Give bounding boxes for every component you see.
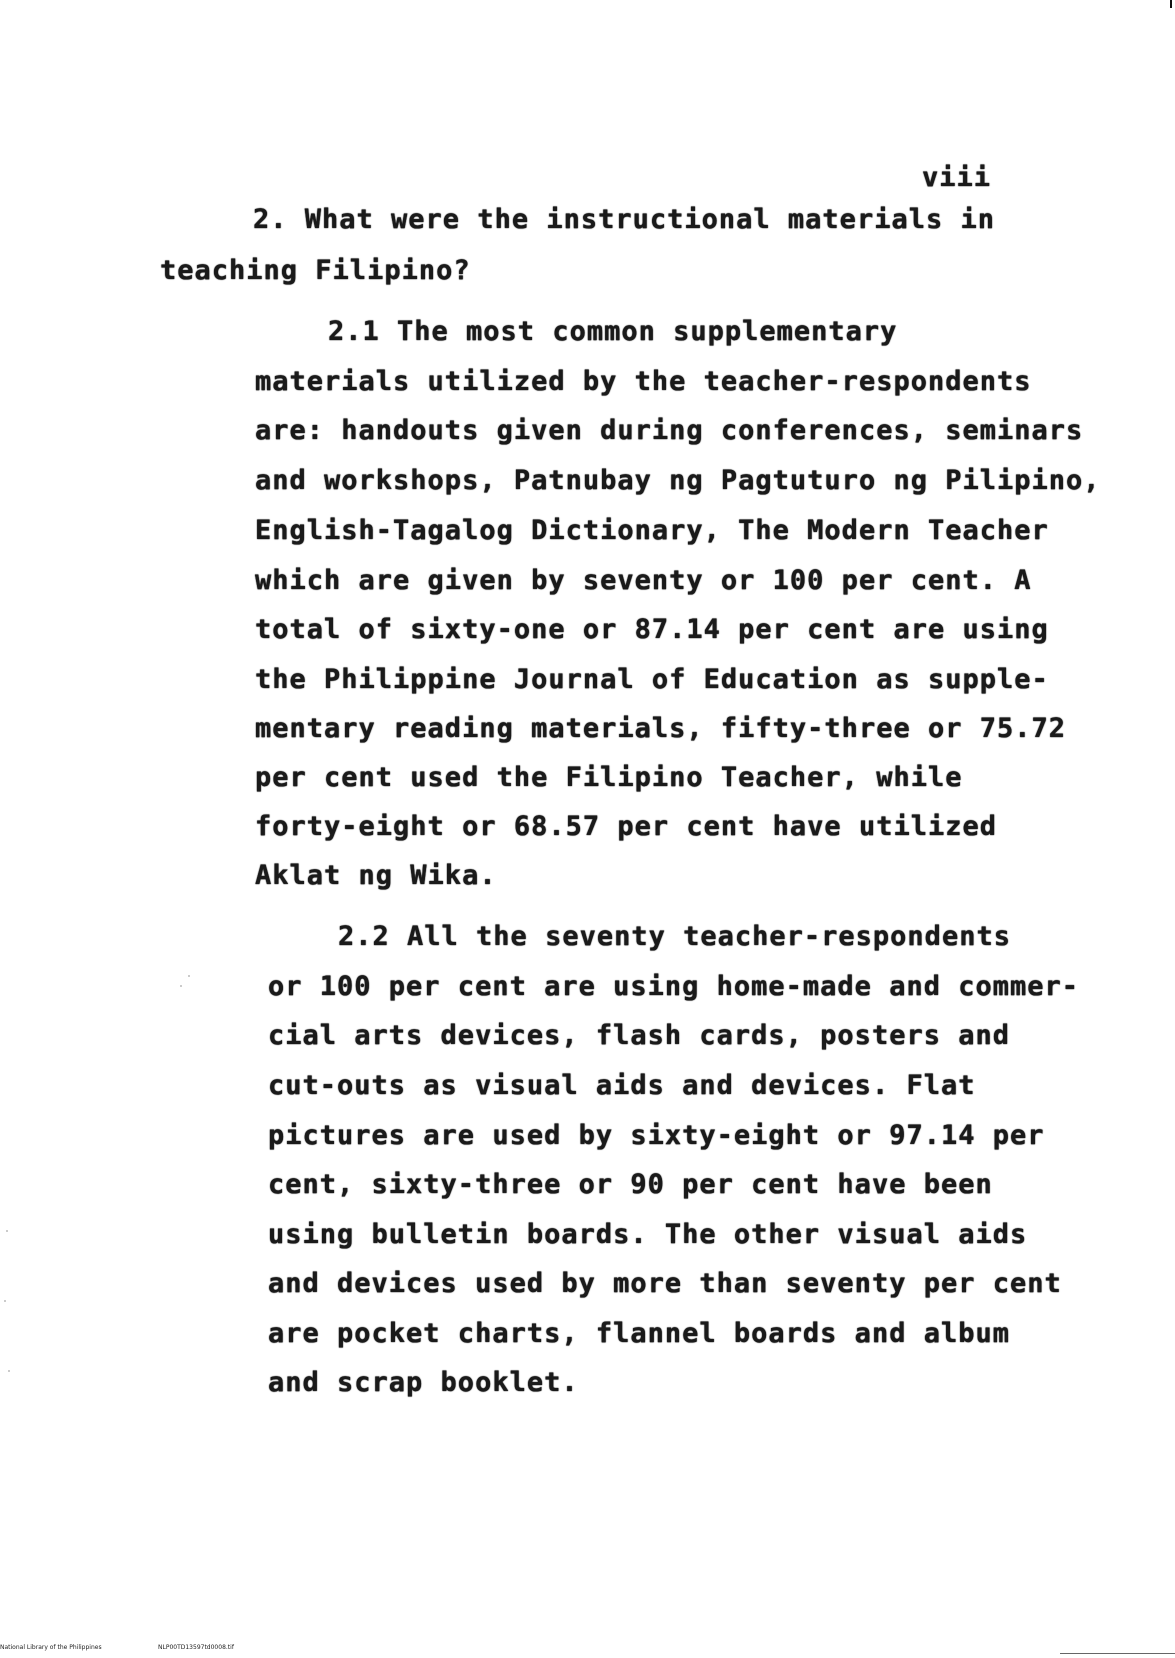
question-line: 2. What were the instructional materials in	[253, 204, 995, 235]
section-line: English-Tagalog Dictionary, The Modern Teacher	[255, 515, 1049, 546]
footer-library-name: National Library of the Philippines	[0, 1644, 102, 1651]
question-line: teaching Filipino?	[160, 255, 471, 286]
section-line: cut-outs as visual aids and devices. Flat	[268, 1070, 976, 1101]
scan-speck	[180, 985, 182, 987]
section-line: total of sixty-one or 87.14 per cent are using	[255, 614, 1049, 645]
section-line: pictures are used by sixty-eight or 97.14 per	[268, 1120, 1045, 1151]
section-line: per cent used the Filipino Teacher, while	[255, 762, 963, 793]
section-line: or 100 per cent are using home-made and commer-	[268, 971, 1080, 1002]
scan-speck	[4, 1300, 6, 1302]
section-line: 2.2 All the seventy teacher-respondents	[338, 921, 1011, 952]
section-line: the Philippine Journal of Education as supple-	[255, 664, 1049, 695]
section-line: are: handouts given during conferences, seminars	[255, 415, 1084, 446]
section-line: using bulletin boards. The other visual aids	[268, 1219, 1028, 1250]
scan-edge-mark	[1170, 0, 1172, 8]
footer-rule	[1060, 1653, 1175, 1654]
section-line: cial arts devices, flash cards, posters and	[268, 1020, 1010, 1051]
scan-speck	[188, 975, 190, 977]
section-line: materials utilized by the teacher-respondents	[255, 366, 1032, 397]
section-line: Aklat ng Wika.	[255, 860, 497, 891]
page-number: viii	[922, 162, 992, 193]
section-line: which are given by seventy or 100 per cent. A	[255, 565, 1032, 596]
section-line: mentary reading materials, fifty-three or 75.72	[255, 713, 1067, 744]
footer-filename: NLP00TD13597td0008.tif	[158, 1644, 234, 1651]
section-line: cent, sixty-three or 90 per cent have been	[268, 1169, 993, 1200]
section-line: forty-eight or 68.57 per cent have utilized	[255, 811, 997, 842]
scan-speck	[6, 1230, 8, 1232]
section-line: and workshops, Patnubay ng Pagtuturo ng Pilipino,	[255, 465, 1101, 496]
section-line: and devices used by more than seventy per cent	[268, 1268, 1062, 1299]
section-line: are pocket charts, flannel boards and album	[268, 1318, 1010, 1349]
section-line: 2.1 The most common supplementary	[328, 316, 898, 347]
scan-speck	[8, 1370, 10, 1372]
section-line: and scrap booklet.	[268, 1367, 579, 1398]
